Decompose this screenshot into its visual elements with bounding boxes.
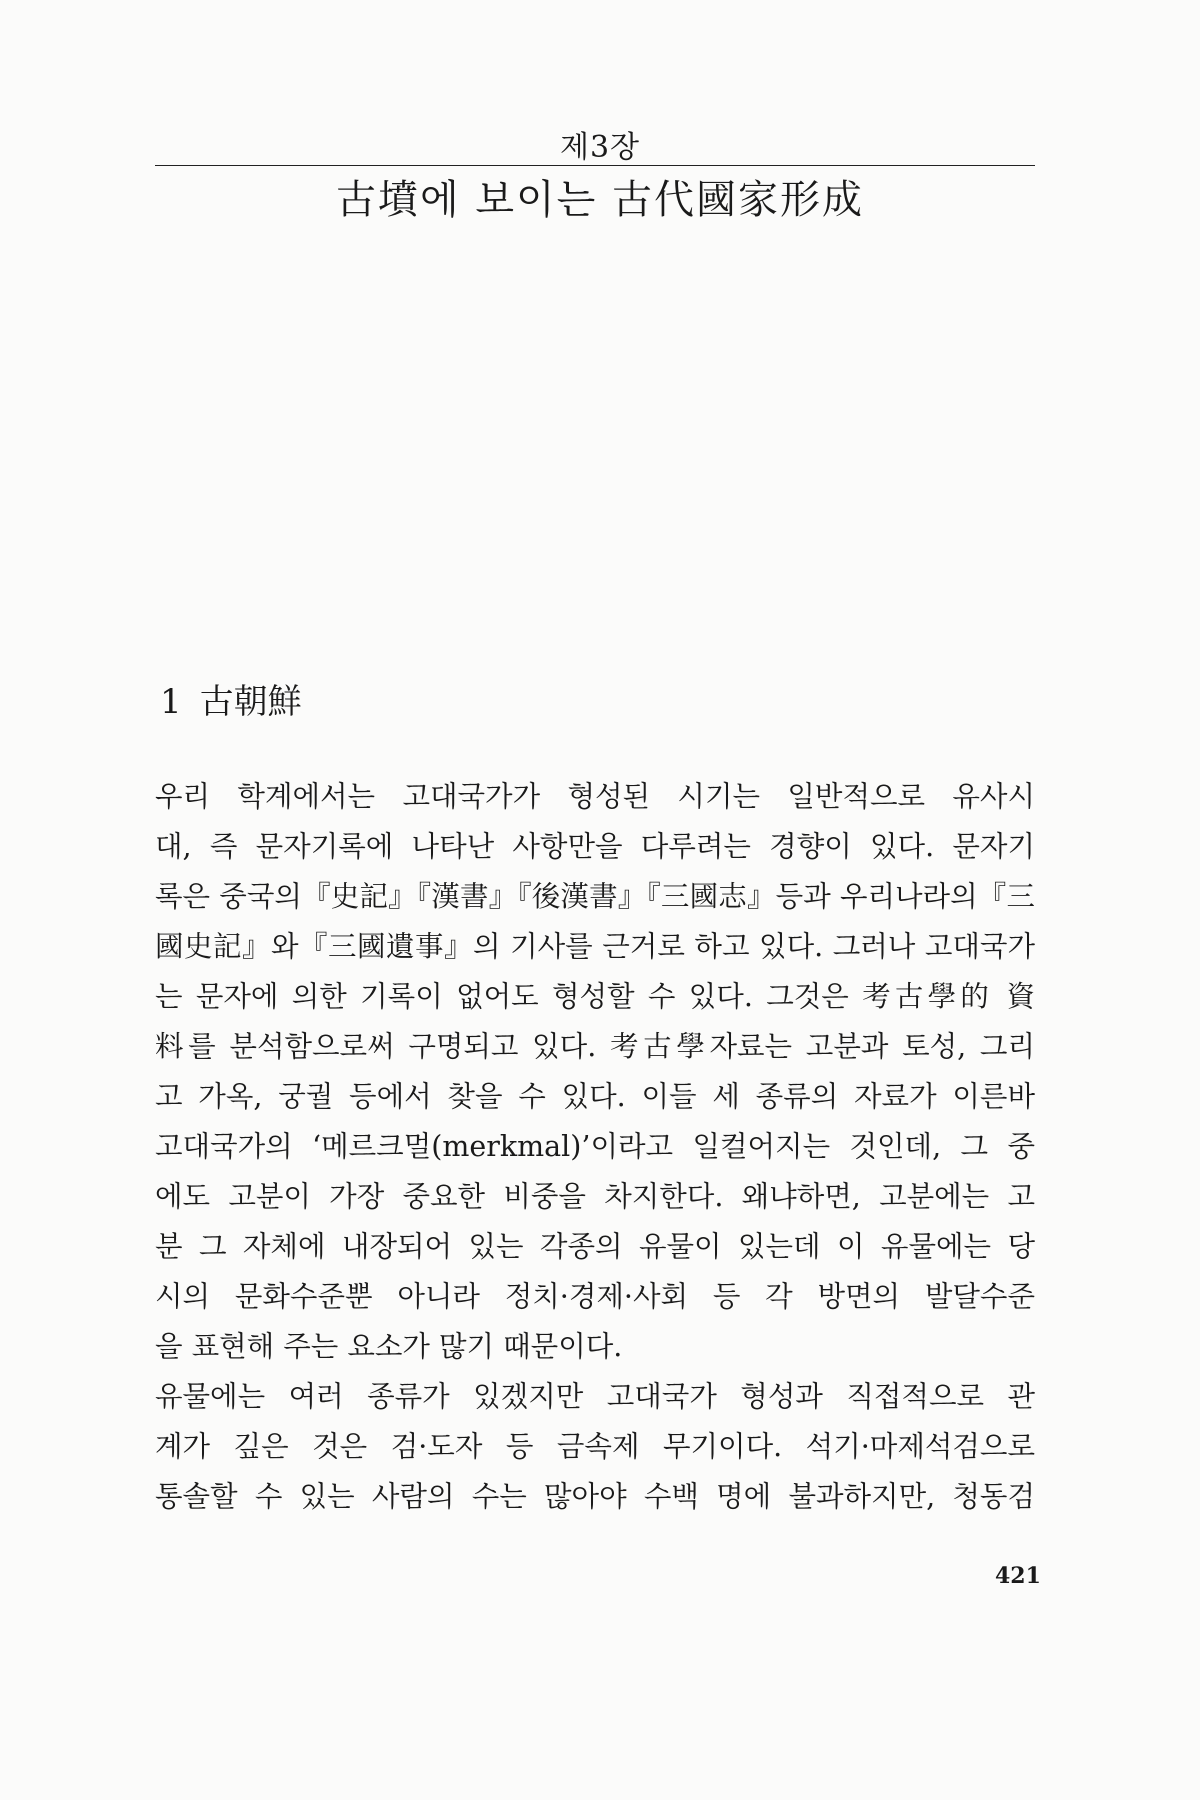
text-line: 유물에는 여러 종류가 있겠지만 고대국가 형성과 직접적으로 관 bbox=[155, 1380, 1035, 1413]
text-line: 분 그 자체에 내장되어 있는 각종의 유물이 있는데 이 유물에는 당 bbox=[155, 1230, 1035, 1263]
chapter-divider bbox=[155, 165, 1035, 166]
text-line: 우리 학계에서는 고대국가가 형성된 시기는 일반적으로 유사시 bbox=[155, 780, 1035, 813]
text-line: 고 가옥, 궁궐 등에서 찾을 수 있다. 이들 세 종류의 자료가 이른바 bbox=[155, 1080, 1035, 1113]
text-line: 계가 깊은 것은 검·도자 등 금속제 무기이다. 석기·마제석검으로 bbox=[155, 1430, 1035, 1463]
text-line: 록은 중국의『史記』『漢書』『後漢書』『三國志』등과 우리나라의『三 bbox=[155, 880, 1035, 913]
text-line: 시의 문화수준뿐 아니라 정치·경제·사회 등 각 방면의 발달수준 bbox=[155, 1280, 1035, 1313]
section-title: 古朝鮮 bbox=[199, 682, 302, 722]
text-line: 料를 분석함으로써 구명되고 있다. 考古學자료는 고분과 토성, 그리 bbox=[155, 1030, 1035, 1063]
section-number: 1 bbox=[160, 682, 182, 722]
chapter-title: 古墳에 보이는 古代國家形成 bbox=[336, 177, 864, 223]
section-heading bbox=[160, 674, 302, 723]
body-text bbox=[155, 772, 1035, 1522]
chapter-label: 제3장 bbox=[559, 130, 641, 165]
text-line: 대, 즉 문자기록에 나타난 사항만을 다루려는 경향이 있다. 문자기 bbox=[155, 830, 1035, 863]
text-line: 는 문자에 의한 기록이 없어도 형성할 수 있다. 그것은 考古學的 資 bbox=[155, 980, 1035, 1013]
text-line: 國史記』와『三國遺事』의 기사를 근거로 하고 있다. 그러나 고대국가 bbox=[155, 930, 1035, 963]
text-line: 통솔할 수 있는 사람의 수는 많아야 수백 명에 불과하지만, 청동검 bbox=[155, 1480, 1035, 1513]
text-line: 에도 고분이 가장 중요한 비중을 차지한다. 왜냐하면, 고분에는 고 bbox=[155, 1180, 1035, 1213]
text-line: 을 표현해 주는 요소가 많기 때문이다. bbox=[155, 1330, 623, 1363]
page-number: 421 bbox=[995, 1563, 1041, 1589]
text-line: 고대국가의 ‘메르크멀(merkmal)’이라고 일컬어지는 것인데, 그 중 bbox=[155, 1130, 1035, 1163]
